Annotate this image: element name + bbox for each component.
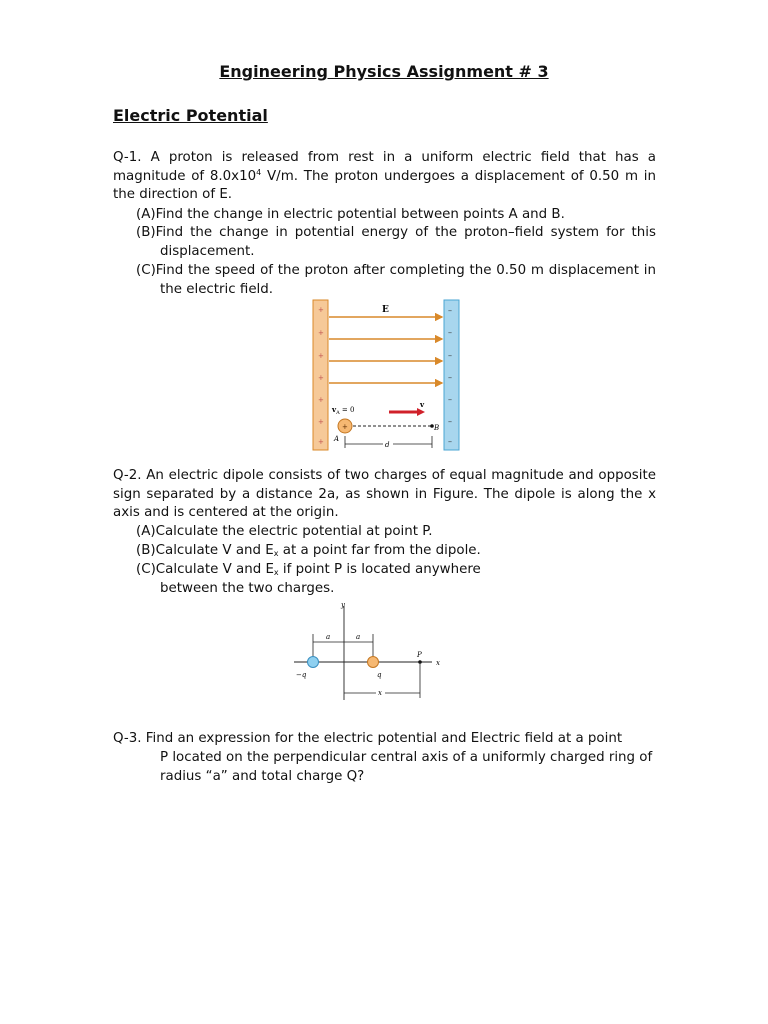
q3-line3: radius “a” and total charge Q? bbox=[160, 769, 365, 784]
minus-sign: – bbox=[448, 373, 452, 382]
plus-sign: + bbox=[318, 374, 324, 382]
velocity-arrowhead bbox=[417, 408, 425, 416]
positive-charge-label: q bbox=[377, 671, 382, 679]
plus-sign: + bbox=[318, 329, 324, 337]
plus-sign: + bbox=[318, 396, 324, 404]
q3-line1: Q-3. Find an expression for the electric potential and Electric field at a point bbox=[113, 731, 623, 746]
plus-sign: + bbox=[318, 306, 324, 314]
negative-charge bbox=[308, 657, 319, 668]
q2-item-b-sub: x bbox=[273, 549, 279, 558]
minus-sign: – bbox=[448, 328, 452, 337]
q3-line2: P located on the perpendicular central axis of a uniformly charged ring of bbox=[160, 750, 653, 765]
q2-item-c bbox=[136, 561, 656, 598]
q2-text: Q-2. An electric dipole consists of two charges of equal magnitude and opposite sign separated by a distance 2a, as shown in Figure. The dipole is along the x axis and is centered at the origin. bbox=[113, 468, 656, 521]
velocity-zero-label bbox=[331, 405, 354, 416]
proton-sign: + bbox=[342, 423, 348, 431]
minus-sign: – bbox=[448, 306, 452, 315]
vzero-sub: A bbox=[336, 410, 340, 416]
plus-sign: + bbox=[318, 352, 324, 360]
q2-figure bbox=[290, 598, 450, 702]
plus-sign: + bbox=[318, 418, 324, 426]
positive-charge bbox=[368, 657, 379, 668]
velocity-label: v bbox=[420, 400, 425, 409]
q1-text-a: Q-1. A proton is released from rest in a uniform electric field that has a magnitude of 8.0x10 bbox=[113, 150, 656, 184]
q2-item-c-text3: between the two charges. bbox=[160, 580, 335, 596]
q1-figure bbox=[305, 296, 470, 456]
distance-label: d bbox=[385, 441, 390, 449]
q1-item-a: (A)Find the change in electric potential between points A and B. bbox=[136, 207, 565, 222]
q2-item-b-text1: (B)Calculate V and E bbox=[136, 543, 274, 558]
minus-sign: – bbox=[448, 395, 452, 404]
q2-item-b bbox=[136, 542, 656, 561]
minus-sign: – bbox=[448, 417, 452, 426]
a-left-label: a bbox=[326, 633, 331, 641]
q2-item-b-text2: at a point far from the dipole. bbox=[278, 543, 481, 558]
q1-text-b: V/m. The proton undergoes a displacement of 0.50 m in the direction of E. bbox=[113, 168, 656, 203]
q2-item-a: (A)Calculate the electric potential at point P. bbox=[136, 524, 433, 539]
q1-item-c: (C)Find the speed of the proton after completing the 0.50 m displacement in the electric field. bbox=[136, 263, 656, 297]
minus-sign: – bbox=[448, 351, 452, 360]
y-axis-label: y bbox=[341, 601, 345, 609]
x-axis-label: x bbox=[436, 659, 440, 667]
q1-exponent: 4 bbox=[256, 167, 262, 177]
point-p-label: P bbox=[417, 651, 422, 659]
point-b-label: B bbox=[434, 424, 440, 432]
minus-sign: – bbox=[448, 437, 452, 446]
x-distance-label: x bbox=[378, 689, 382, 697]
a-right-label: a bbox=[356, 633, 361, 641]
q1-text bbox=[113, 149, 656, 205]
plus-sign: + bbox=[318, 438, 324, 446]
q2-item-c-text1: (C)Calculate V and E bbox=[136, 562, 274, 577]
field-label: E bbox=[382, 305, 389, 315]
vzero-v: v bbox=[332, 405, 337, 414]
page-title: Engineering Physics Assignment # 3 bbox=[219, 62, 549, 81]
point-a-label: A bbox=[334, 435, 340, 443]
q2-item-c-sub: x bbox=[273, 568, 279, 577]
q1-item-b: (B)Find the change in potential energy of the proton–field system for this displacement. bbox=[136, 225, 656, 259]
q2-item-c-text2: if point P is located anywhere bbox=[278, 562, 481, 577]
vzero-rest: = 0 bbox=[339, 406, 355, 414]
negative-charge-label: −q bbox=[296, 671, 307, 679]
section-heading: Electric Potential bbox=[113, 106, 268, 125]
